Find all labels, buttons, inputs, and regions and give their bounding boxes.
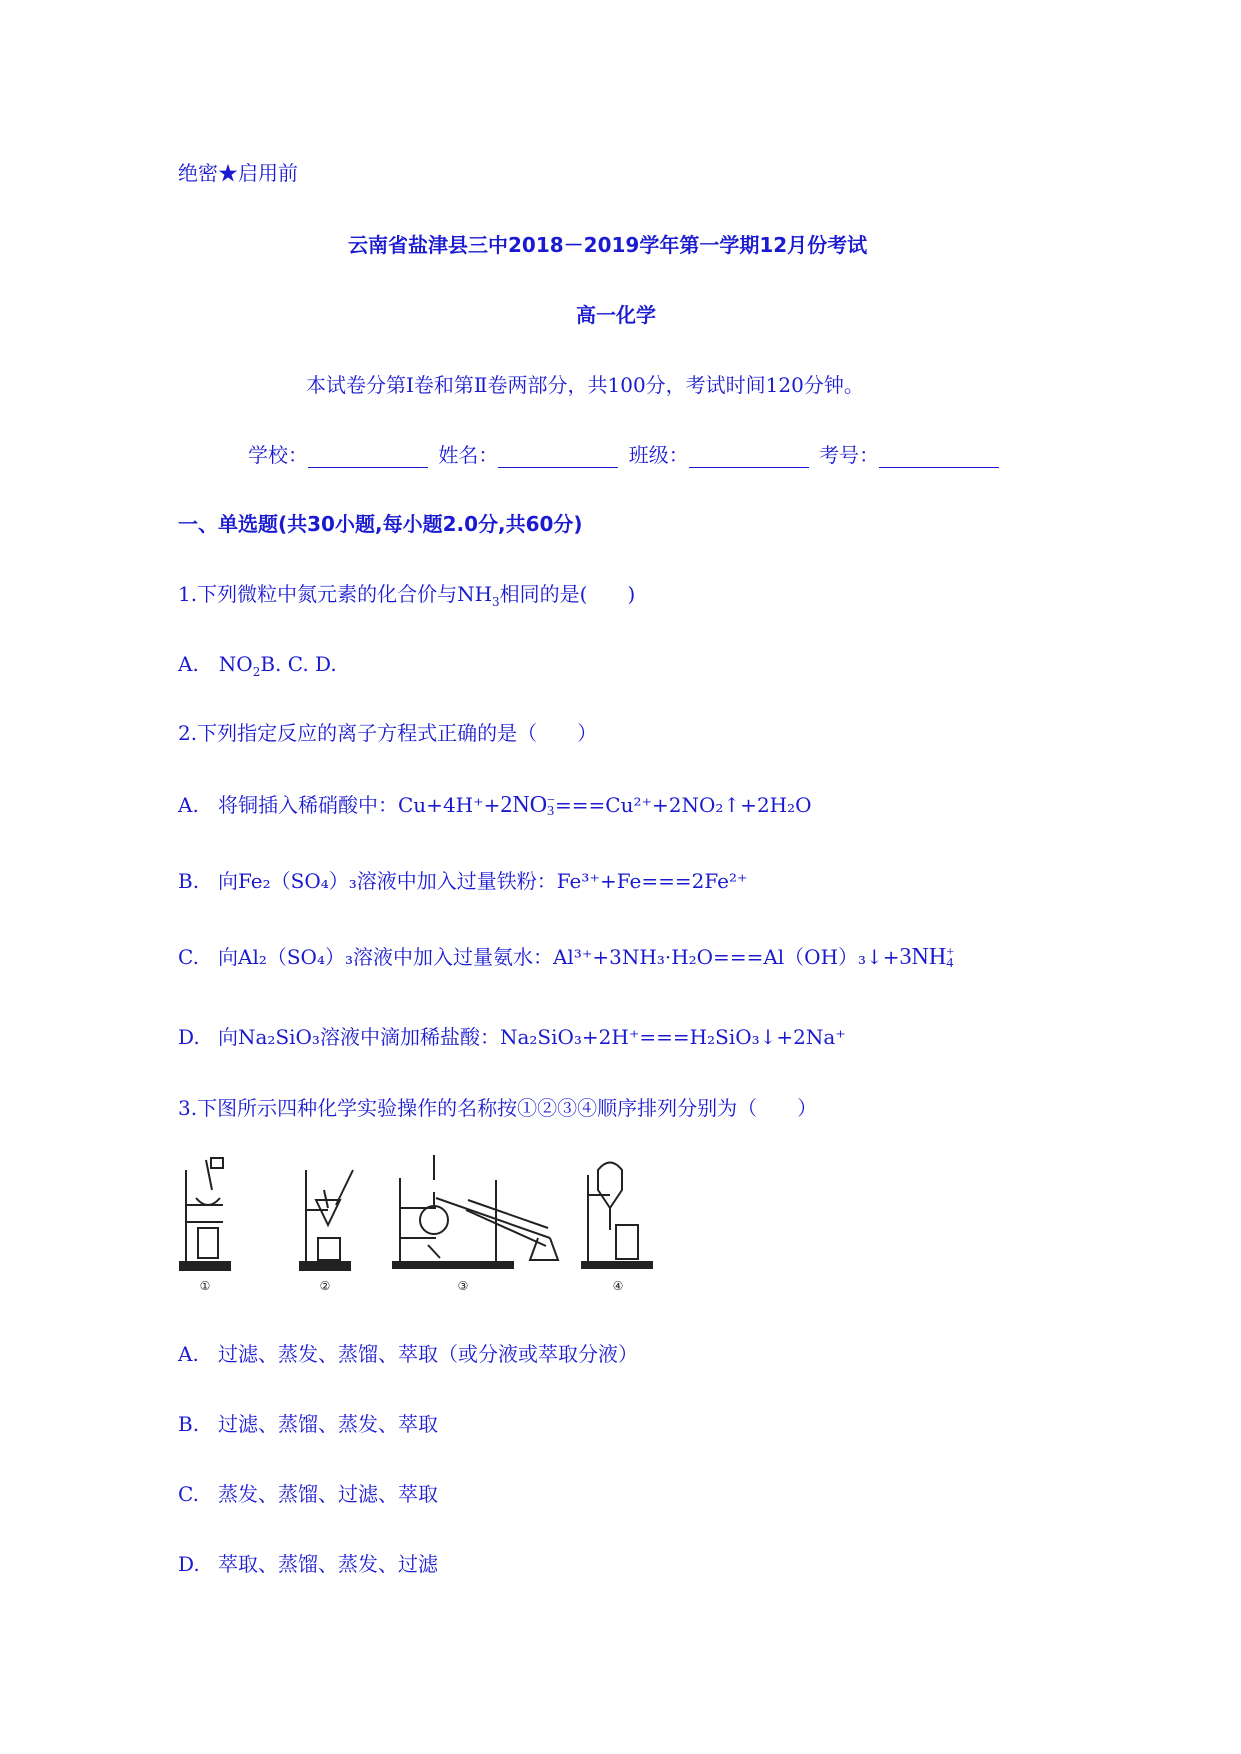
q2-a-nitrate-sup: − bbox=[547, 793, 555, 809]
q2-a-nitrate-sub: 3 bbox=[547, 804, 555, 820]
class-blank[interactable] bbox=[689, 447, 809, 468]
apparatus-3-distillation bbox=[393, 1155, 558, 1268]
school-blank[interactable] bbox=[308, 447, 428, 468]
q1-stem-pre: 1.下列微粒中氮元素的化合价与NH bbox=[178, 582, 493, 606]
q2-b-text: 向Fe₂（SO₄）₃溶液中加入过量铁粉：Fe³⁺+Fe===2Fe²⁺ bbox=[218, 869, 748, 893]
secret-label: 绝密★启用前 bbox=[178, 161, 298, 185]
apparatus-1-evaporation bbox=[180, 1158, 230, 1270]
q2-c-ammonium-sub: 4 bbox=[946, 956, 954, 972]
q3-stem: 3.下图所示四种化学实验操作的名称按①②③④顺序排列分别为（ ） bbox=[178, 1096, 818, 1120]
exam-title: 云南省盐津县三中2018－2019学年第一学期12月份考试 bbox=[348, 233, 868, 257]
q2-option-d bbox=[178, 1024, 846, 1050]
apparatus-4-separatory-funnel bbox=[582, 1163, 652, 1269]
q3-b-text: 过滤、蒸馏、蒸发、萃取 bbox=[218, 1412, 438, 1436]
id-blank[interactable] bbox=[879, 447, 999, 468]
q3-d-label: D. bbox=[178, 1552, 200, 1576]
q1-stem-sub: 3 bbox=[492, 595, 500, 609]
q2-d-label: D. bbox=[178, 1025, 200, 1049]
q2-c-ammonium-base: 3NH bbox=[899, 944, 947, 970]
q3-option-a bbox=[178, 1341, 638, 1367]
q3-option-b bbox=[178, 1411, 438, 1437]
q2-a-nitrate-base: 2NO bbox=[500, 792, 548, 818]
q3-d-text: 萃取、蒸馏、蒸发、过滤 bbox=[218, 1552, 438, 1576]
q2-c-label: C. bbox=[178, 945, 199, 969]
q2-d-text: 向Na₂SiO₃溶液中滴加稀盐酸：Na₂SiO₃+2H⁺===H₂SiO₃↓+2Na⁺ bbox=[218, 1025, 846, 1049]
school-field bbox=[248, 442, 432, 468]
q2-option-b bbox=[178, 868, 748, 894]
apparatus-diagram bbox=[178, 1150, 718, 1310]
q3-option-c bbox=[178, 1481, 438, 1507]
q3-c-label: C. bbox=[178, 1482, 199, 1506]
q2-b-label: B. bbox=[178, 869, 200, 893]
q2-a-nitrate bbox=[500, 792, 555, 818]
q2-option-a bbox=[178, 792, 812, 818]
q2-a-post: ===Cu²⁺+2NO₂↑+2H₂O bbox=[555, 793, 812, 817]
q1-options-sub: 2 bbox=[252, 665, 261, 679]
exam-intro: 本试卷分第Ⅰ卷和第Ⅱ卷两部分，共100分，考试时间120分钟。 bbox=[306, 373, 864, 397]
q2-c-ammonium bbox=[900, 944, 955, 970]
q1-stem bbox=[178, 581, 635, 615]
q2-a-label: A. bbox=[178, 793, 199, 817]
q1-options-post: B. C. D. bbox=[260, 652, 337, 676]
id-label: 考号： bbox=[819, 443, 880, 467]
q1-options-pre: A. NO bbox=[178, 652, 253, 676]
subject-title: 高一化学 bbox=[576, 303, 656, 327]
apparatus-2-filtration bbox=[300, 1170, 353, 1270]
class-field bbox=[629, 442, 813, 468]
q3-c-text: 蒸发、蒸馏、过滤、萃取 bbox=[218, 1482, 438, 1506]
q3-b-label: B. bbox=[178, 1412, 200, 1436]
name-blank[interactable] bbox=[498, 447, 618, 468]
school-label: 学校： bbox=[248, 443, 308, 467]
q2-c-pre: 向Al₂（SO₄）₃溶液中加入过量氨水：Al³⁺+3NH₃·H₂O===Al（OH）₃↓+ bbox=[218, 945, 900, 969]
figure-label-3: ③ bbox=[457, 1279, 469, 1293]
figure-label-2: ② bbox=[319, 1279, 331, 1293]
section-title: 一、单选题(共30小题,每小题2.0分,共60分) bbox=[178, 512, 583, 536]
q2-c-ammonium-sup: + bbox=[946, 945, 955, 961]
q3-option-d bbox=[178, 1551, 438, 1577]
name-field bbox=[438, 442, 622, 468]
id-field bbox=[819, 442, 1003, 468]
figure-label-1: ① bbox=[199, 1279, 211, 1293]
q2-stem: 2.下列指定反应的离子方程式正确的是（ ） bbox=[178, 721, 598, 745]
q1-options bbox=[178, 651, 337, 685]
q2-a-pre: 将铜插入稀硝酸中：Cu+4H⁺+ bbox=[218, 793, 501, 817]
figure-label-4: ④ bbox=[612, 1279, 624, 1293]
apparatus-figure bbox=[178, 1150, 718, 1310]
q3-a-label: A. bbox=[178, 1342, 199, 1366]
class-label: 班级： bbox=[628, 443, 689, 467]
info-fields bbox=[248, 442, 1003, 468]
q2-option-c bbox=[178, 944, 954, 970]
q3-a-text: 过滤、蒸发、蒸馏、萃取（或分液或萃取分液） bbox=[218, 1342, 638, 1366]
q1-stem-post: 相同的是( ) bbox=[499, 582, 636, 606]
name-label: 姓名： bbox=[438, 443, 499, 467]
